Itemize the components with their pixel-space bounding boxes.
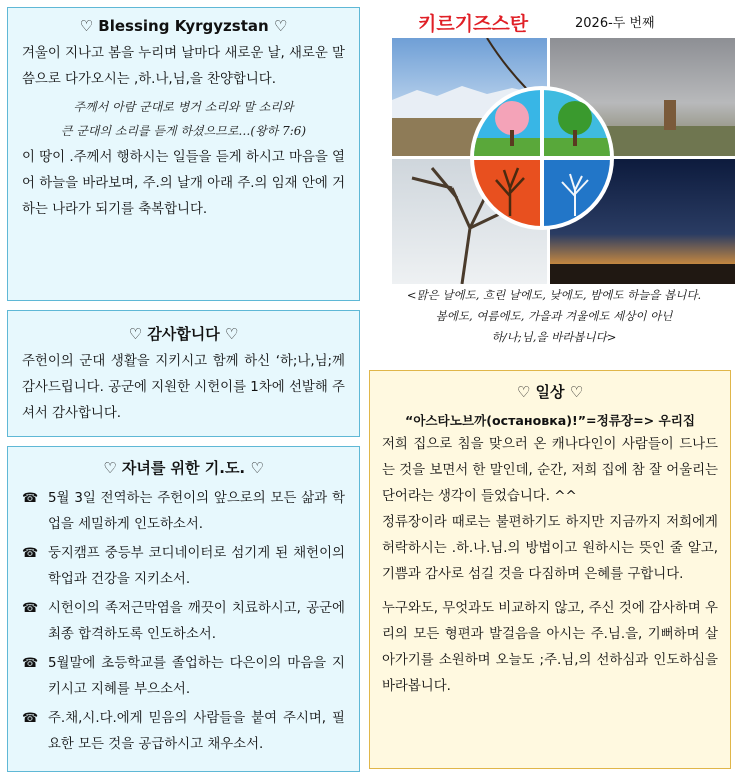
daily-paragraph-2: 정류장이라 때로는 불편하기도 하지만 지금까지 저희에게 허락하시는 .하.나.님.의 방법이고 원하시는 뜻인 줄 알고, 기쁨과 감사로 섬길 것을 다짐하며 은혜를 구합니다.	[382, 515, 718, 582]
phone-icon: ☎	[22, 546, 39, 561]
newsletter-title: 키르기즈스탄	[418, 13, 529, 35]
prayer-text: 주.채,시.다.에게 믿음의 사람들을 붙여 주시며, 필요한 모든 것을 공급하시고 채우소서.	[48, 711, 345, 752]
blessing-paragraph-1: 겨울이 지나고 봄을 누리며 날마다 새로운 날, 새로운 말씀으로 다가오시는 ,하.나,님,을 찬양합니다.	[22, 46, 345, 87]
caption-line-1: <맑은 날에도, 흐린 날에도, 낮에도, 밤에도 하늘을 봅니다.	[406, 288, 702, 302]
prayer-item	[22, 541, 345, 593]
verse-line-1: 주께서 아람 군대로 병거 소리와 말 소리와	[73, 100, 294, 114]
children-prayer-title: ♡ 자녀를 위한 기.도. ♡	[103, 459, 264, 477]
photo-caption	[368, 285, 740, 348]
prayer-item	[22, 486, 345, 538]
sky-photo-collage	[392, 38, 735, 284]
daily-paragraph-1: 저희 집으로 침을 맞으러 온 캐나다인이 사람들이 드나드는 것을 보면서 한 말인데, 순간, 저희 집에 참 잘 어울리는 단어라는 생각이 들었습니다. ^^	[382, 437, 718, 504]
phone-icon: ☎	[22, 656, 39, 671]
phone-icon: ☎	[22, 711, 39, 726]
prayer-text: 둥지캠프 중등부 코디네이터로 섬기게 된 채헌이의 학업과 건강을 지키소서.	[48, 546, 345, 587]
daily-life-title: ♡ 일상 ♡	[516, 383, 584, 401]
prayer-text: 시헌이의 족저근막염을 깨끗이 치료하시고, 공군에 최종 합격하도록 인도하소서.	[48, 601, 345, 642]
children-prayer-box	[7, 446, 360, 772]
caption-line-2: 봄에도, 여름에도, 가을과 겨울에도 세상이 아닌	[435, 309, 673, 323]
phone-icon: ☎	[22, 491, 39, 506]
thanks-box	[7, 310, 360, 437]
tower	[664, 100, 676, 130]
daily-paragraph-3: 누구와도, 무엇과도 비교하지 않고, 주신 것에 감사하며 우리의 모든 형편과 발걸음을 아시는 주.님.을, 기뻐하며 살아가기를 소원하며 오늘도 ;주.님,의 선하심과 인도하심을 바라봅니다.	[382, 601, 718, 694]
blessing-box	[7, 7, 360, 301]
prayer-item	[22, 596, 345, 648]
caption-line-3: 하/나;님,을 바라봅니다>	[491, 330, 617, 344]
prayer-text: 5월말에 초등학교를 졸업하는 다은이의 마음을 지키시고 지혜를 부으소서.	[48, 656, 345, 697]
spring-tree-icon	[495, 101, 529, 135]
verse-line-2: 큰 군대의 소리를 듣게 하셨으므로…(왕하 7:6)	[60, 124, 307, 138]
prayer-item	[22, 651, 345, 703]
four-seasons-circle	[470, 86, 614, 230]
thanks-title: ♡ 감사합니다 ♡	[128, 325, 239, 343]
thanks-text: 주헌이의 군대 생활을 지키시고 함께 하신 ‘하;나,님;께 감사드립니다. 공군에 지원한 시헌이를 1차에 선발해 주셔서 감사합니다.	[22, 354, 345, 421]
blessing-paragraph-2: 이 땅이 .주께서 행하시는 일들을 듣게 하시고 마음을 열어 하늘을 바라보며, 주.의 날개 아래 주.의 임재 안에 거하는 나라가 되기를 축복합니다.	[22, 150, 345, 217]
daily-life-subtitle: “아스타노브까(остановка)!”=정류장=> 우리집	[404, 413, 696, 428]
prayer-item	[22, 706, 345, 758]
issue-label: 2026-두 번째	[575, 16, 655, 31]
summer-tree-icon	[558, 101, 592, 135]
blessing-title: ♡ Blessing Kyrgyzstan ♡	[79, 17, 288, 35]
phone-icon: ☎	[22, 601, 39, 616]
daily-life-box	[369, 370, 731, 769]
prayer-text: 5월 3일 전역하는 주헌이의 앞으로의 모든 삶과 학업을 세밀하게 인도하소서.	[48, 491, 345, 532]
